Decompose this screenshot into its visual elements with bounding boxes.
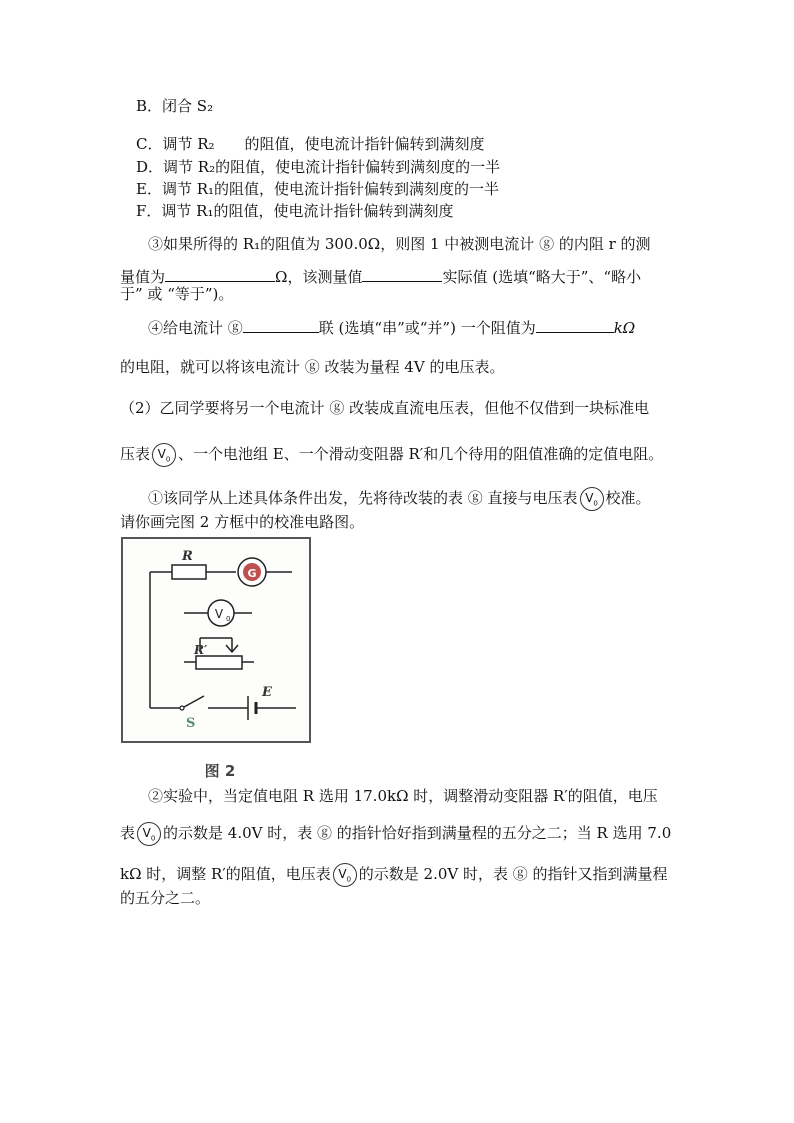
sub2-text-a: 表 — [120, 824, 136, 842]
label-v-sub: 0 — [226, 615, 231, 623]
part2-line2 — [120, 443, 663, 467]
part2-text-a: 压表 — [120, 445, 151, 463]
q4-text-b: 联 (选填“串”或“并”) 一个阻值为 — [318, 319, 536, 337]
figure-2 — [120, 536, 320, 782]
part2-line1: （2）乙同学要将另一个电流计 ⓖ 改装成直流电压表，但他不仅借到一块标准电 — [120, 399, 650, 417]
sub2-text-c: kΩ 时，调整 R′的阻值，电压表 — [120, 865, 331, 883]
q3-text-a: 量值为 — [120, 268, 166, 286]
option-e: E．调节 R₁的阻值，使电流计指针偏转到满刻度的一半 — [136, 180, 500, 198]
sub1-line1 — [148, 487, 651, 511]
answer-blank-measured[interactable] — [165, 265, 275, 282]
q3-text-c: 实际值 (选填“略大于”、“略小 — [442, 268, 642, 286]
label-g: G — [247, 567, 257, 580]
sub2-line4: 的五分之二。 — [120, 889, 211, 907]
voltmeter-v0-icon: $V_0$ — [580, 487, 604, 511]
q3-line3: 于” 或 “等于”)。 — [120, 285, 234, 303]
resistor-r — [172, 565, 206, 579]
label-r-prime: R′ — [194, 643, 208, 657]
q4-line2: 的电阻，就可以将该电流计 ⓖ 改装为量程 4V 的电压表。 — [120, 358, 505, 376]
sub2-line1: ②实验中，当定值电阻 R 选用 17.0kΩ 时，调整滑动变阻器 R′的阻值，电压 — [148, 787, 658, 805]
label-v: V — [214, 607, 224, 621]
q4-line1 — [148, 316, 635, 338]
answer-blank-resistance[interactable] — [536, 316, 614, 333]
voltmeter-v0-icon: $V_0$ — [137, 822, 161, 846]
voltmeter-v0-icon: $V_0$ — [333, 863, 357, 887]
sub1-text-b: 校准。 — [605, 489, 651, 507]
circuit-diagram[interactable] — [120, 536, 320, 782]
q4-unit: kΩ — [613, 319, 636, 337]
label-r: R — [182, 549, 193, 564]
sub2-line2 — [120, 822, 671, 846]
q3-line1: ③如果所得的 R₁的阻值为 300.0Ω，则图 1 中被测电流计 ⓖ 的内阻 r 的测 — [148, 235, 651, 253]
figure-caption: 图 2 — [204, 762, 236, 780]
answer-blank-compare[interactable] — [362, 265, 442, 282]
q4-text-a: ④给电流计 ⓖ — [148, 319, 243, 337]
sub2-line3 — [120, 863, 668, 887]
q3-text-b: Ω，该测量值 — [275, 268, 363, 286]
sub1-text-a: ①该同学从上述具体条件出发，先将待改装的表 ⓖ 直接与电压表 — [148, 489, 578, 507]
sub2-text-d: 的示数是 2.0V 时，表 ⓖ 的指针又指到满量程 — [358, 865, 668, 883]
label-e: E — [262, 685, 272, 700]
label-s: S — [186, 716, 196, 731]
part2-text-b: 、一个电池组 E、一个滑动变阻器 R′和几个待用的阻值准确的定值电阻。 — [178, 445, 664, 463]
option-f: F．调节 R₁的阻值，使电流计指针偏转到满刻度 — [136, 202, 454, 220]
option-c: C．调节 R₂ 的阻值，使电流计指针偏转到满刻度 — [136, 135, 485, 153]
sub2-text-b: 的示数是 4.0V 时，表 ⓖ 的指针恰好指到满量程的五分之二；当 R 选用 7.0 — [163, 824, 672, 842]
option-d: D．调节 R₂的阻值，使电流计指针偏转到满刻度的一半 — [136, 158, 501, 176]
sub1-line2: 请你画完图 2 方框中的校准电路图。 — [120, 513, 365, 531]
answer-blank-connection[interactable] — [243, 316, 319, 333]
switch-contact — [180, 706, 184, 710]
rheostat-body — [196, 656, 242, 669]
voltmeter-v0-icon: $V_0$ — [152, 443, 176, 467]
option-b: B．闭合 S₂ — [136, 97, 214, 115]
